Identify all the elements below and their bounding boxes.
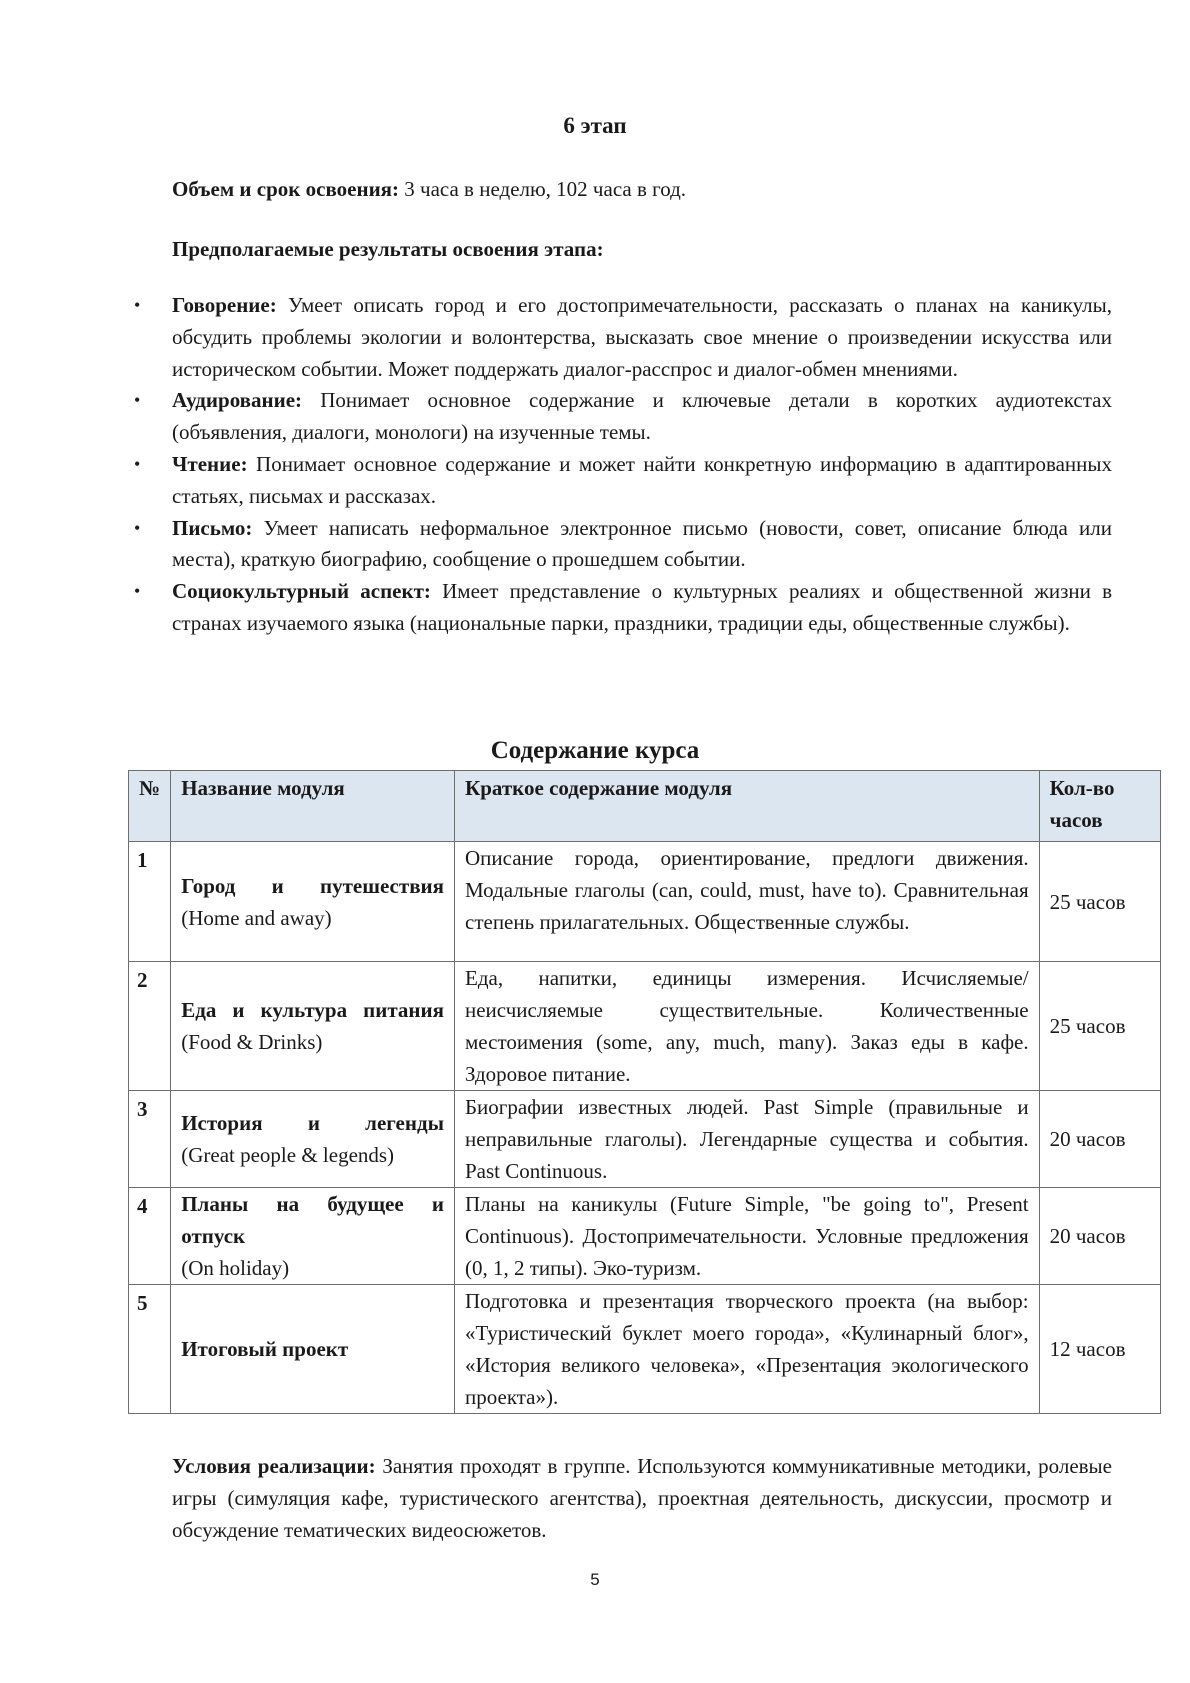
- table-row: [129, 1091, 1161, 1188]
- module-name: Планы на будущее и отпуск: [181, 1192, 444, 1248]
- bullet-icon: •: [134, 453, 141, 474]
- module-name: Еда и культура питания: [181, 998, 444, 1022]
- module-name-en: (Great people & legends): [181, 1143, 395, 1167]
- bullet-icon: •: [134, 517, 141, 538]
- module-summary: Описание города, ориентирование, предлоги движения. Модальные глаголы (can, could, must, have to). Сравнительная степень прилагательных. Общественные службы.: [455, 842, 1040, 962]
- results-item-label: Чтение:: [172, 451, 248, 476]
- module-hours: 25 часов: [1039, 842, 1160, 962]
- results-item-writing: [134, 513, 1112, 577]
- conditions-paragraph: [172, 1450, 1112, 1546]
- module-name-en: (Home and away): [181, 905, 332, 930]
- module-hours: 25 часов: [1039, 962, 1160, 1091]
- results-item-label: Письмо:: [172, 515, 253, 540]
- module-name-en: (On holiday): [181, 1256, 290, 1280]
- volume-value: 3 часа в неделю, 102 часа в год.: [399, 177, 687, 201]
- bullet-icon: •: [134, 581, 141, 602]
- volume-paragraph: [172, 173, 1112, 205]
- column-header-hours: Кол-во часов: [1039, 771, 1160, 842]
- module-name: История и легенды: [181, 1111, 444, 1135]
- module-hours: 20 часов: [1039, 1188, 1160, 1285]
- page-number: 5: [590, 1570, 600, 1589]
- course-table-title: Содержание курса: [490, 737, 700, 764]
- results-item-text: Умеет описать город и его достопримечательности, рассказать о планах на каникулы, обсудить проблемы экологии и волонтерства, высказать свое мнение о произведении искусства или историческом событии. Может поддержать диалог-расспрос и диалог-обмен мнениями.: [172, 293, 1112, 381]
- volume-label: Объем и срок освоения:: [172, 177, 400, 201]
- table-row: [129, 1188, 1161, 1285]
- table-header-row: [129, 771, 1161, 842]
- row-number: 1: [129, 842, 171, 962]
- row-number: 5: [129, 1285, 171, 1414]
- module-name-cell: [171, 842, 455, 962]
- stage-title: 6 этап: [563, 113, 627, 138]
- conditions-text: Занятия проходят в группе. Используются коммуникативные методики, ролевые игры (симуляция кафе, туристического агентства), проектная деятельность, дискуссии, просмотр и обсуждение тематических видеосюжетов.: [172, 1454, 1112, 1542]
- table-row: [129, 962, 1161, 1091]
- module-hours: 12 часов: [1039, 1285, 1160, 1414]
- module-name-cell: [171, 1285, 455, 1414]
- results-item-label: Говорение:: [172, 293, 277, 317]
- module-summary: Биографии известных людей. Past Simple (правильные и неправильные глаголы). Легендарные существа и события. Past Continuous.: [455, 1091, 1040, 1188]
- results-heading: Предполагаемые результаты освоения этапа:: [172, 237, 604, 261]
- results-item-text: Имеет представление о культурных реалиях и общественной жизни в странах изучаемого языка (национальные парки, праздники, традиции еды, общественные службы).: [172, 579, 1112, 635]
- table-row: [129, 842, 1161, 962]
- module-hours: 20 часов: [1039, 1091, 1160, 1188]
- module-summary: Еда, напитки, единицы измерения. Исчисляемые/неисчисляемые существительные. Количественные местоимения (some, any, much, many). Заказ еды в кафе. Здоровое питание.: [455, 962, 1040, 1091]
- module-name-en: (Food & Drinks): [181, 1030, 323, 1054]
- results-item-reading: [134, 449, 1112, 513]
- results-item-text: Умеет написать неформальное электронное письмо (новости, совет, описание блюда или места), краткую биографию, сообщение о прошедшем событии.: [172, 515, 1112, 572]
- results-list: [134, 290, 1112, 640]
- bullet-icon: •: [134, 390, 141, 411]
- row-number: 2: [129, 962, 171, 1091]
- table-row: [129, 1285, 1161, 1414]
- results-item-listening: [134, 385, 1112, 449]
- results-item-label: Социокультурный аспект:: [172, 579, 431, 604]
- results-item-text: Понимает основное содержание и ключевые детали в коротких аудиотекстах (объявления, диалоги, монологи) на изученные темы.: [172, 388, 1112, 445]
- bullet-icon: •: [134, 295, 141, 315]
- results-item-text: Понимает основное содержание и может найти конкретную информацию в адаптированных статьях, письмах и рассказах.: [172, 451, 1112, 508]
- course-table: [128, 770, 1161, 1414]
- column-header-number: №: [129, 771, 171, 842]
- module-name: Город и путешествия: [181, 873, 444, 898]
- row-number: 3: [129, 1091, 171, 1188]
- module-name: Итоговый проект: [181, 1337, 349, 1361]
- column-header-module-name: Название модуля: [171, 771, 455, 842]
- module-name-cell: [171, 962, 455, 1091]
- results-item-sociocultural: [134, 576, 1112, 640]
- results-item-label: Аудирование:: [172, 388, 303, 413]
- module-name-cell: [171, 1188, 455, 1285]
- module-name-cell: [171, 1091, 455, 1188]
- results-item-speaking: [134, 290, 1112, 385]
- module-summary: Подготовка и презентация творческого проекта (на выбор: «Туристический буклет моего города», «Кулинарный блог», «История великого человека», «Презентация экологического проекта»).: [455, 1285, 1040, 1414]
- module-summary: Планы на каникулы (Future Simple, "be going to", Present Continuous). Достопримечательности. Условные предложения (0, 1, 2 типы). Эко-туризм.: [455, 1188, 1040, 1285]
- column-header-summary: Краткое содержание модуля: [455, 771, 1040, 842]
- conditions-label: Условия реализации:: [172, 1454, 376, 1478]
- row-number: 4: [129, 1188, 171, 1285]
